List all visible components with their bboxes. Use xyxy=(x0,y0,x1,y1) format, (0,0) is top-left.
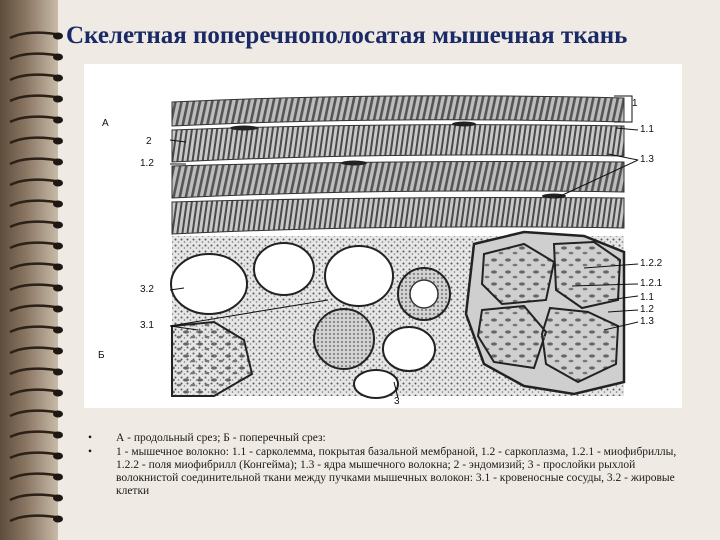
label-1-2-2: 1.2.2 xyxy=(640,258,663,269)
label-1-1-right: 1.1 xyxy=(640,292,654,303)
histology-figure xyxy=(84,64,682,408)
caption-line-1: А - продольный срез; Б - поперечный срез: xyxy=(116,432,326,444)
blood-vessel-lumen xyxy=(410,280,438,308)
fat-cell xyxy=(254,243,314,295)
binding-ring xyxy=(8,301,64,311)
label-1-2-right: 1.2 xyxy=(640,304,654,315)
label-1-2-1: 1.2.1 xyxy=(640,278,663,289)
binding-ring xyxy=(8,70,64,80)
label-2-left: 2 xyxy=(146,136,152,147)
muscle-fiber xyxy=(172,198,624,235)
longitudinal-section xyxy=(172,96,624,234)
binding-ring xyxy=(8,259,64,269)
binding-ring xyxy=(8,280,64,290)
label-1-1-top: 1.1 xyxy=(640,124,654,135)
fat-cell xyxy=(325,246,393,306)
binding-ring xyxy=(8,364,64,374)
label-3-1: 3.1 xyxy=(140,320,154,331)
binding-ring xyxy=(8,448,64,458)
binding-ring xyxy=(8,238,64,248)
blood-vessel xyxy=(314,309,374,369)
label-1-3-top: 1.3 xyxy=(640,154,654,165)
caption-item xyxy=(88,446,678,498)
binding-ring xyxy=(8,28,64,38)
slide-title: Скелетная поперечнополосатая мышечная ткань xyxy=(66,22,628,49)
fiber-nucleus xyxy=(341,161,367,166)
binding-ring xyxy=(8,133,64,143)
muscle-fiber xyxy=(172,96,624,126)
label-3: 3 xyxy=(394,396,400,407)
fiber-nucleus xyxy=(452,122,476,127)
muscle-fiber xyxy=(172,162,624,199)
bullet: • xyxy=(88,432,93,444)
label-b: Б xyxy=(98,350,105,361)
binding-ring xyxy=(8,217,64,227)
caption-line-2: 1 - мышечное волокно: 1.1 - сарколемма, покрытая базальной мембраной, 1.2 - саркоплазма, 1.2.1 - миофибриллы, 1.2.2 - поля миофибрилл (Конгейма); 1.3 - ядра мышечного волокна; 2 - эндомизий; 3 - прослойки рыхлой волокнистой соединительной ткани между пучками мышечных волокон: 3.1 - кровеносные сосуды, 3.2 - жировые клетки xyxy=(116,446,677,497)
caption-item xyxy=(88,432,678,445)
binding-ring xyxy=(8,511,64,521)
label-1: 1 xyxy=(632,98,638,109)
binding-ring xyxy=(8,91,64,101)
fiber-nucleus xyxy=(230,126,258,131)
binding-ring xyxy=(8,406,64,416)
bullet: • xyxy=(88,446,93,458)
binding-ring xyxy=(8,427,64,437)
binding-ring xyxy=(8,175,64,185)
binding-ring xyxy=(8,469,64,479)
binding-ring xyxy=(8,385,64,395)
fat-cell xyxy=(354,370,398,398)
binding-ring xyxy=(8,112,64,122)
binding-ring xyxy=(8,322,64,332)
binding-ring xyxy=(8,154,64,164)
label-1-3-right: 1.3 xyxy=(640,316,654,327)
figure-caption xyxy=(88,432,678,499)
label-a: А xyxy=(102,118,109,129)
muscle-tissue-drawing xyxy=(84,64,682,408)
fat-cell xyxy=(171,254,247,314)
label-3-2: 3.2 xyxy=(140,284,154,295)
fiber-nucleus xyxy=(542,194,566,199)
binding-ring xyxy=(8,490,64,500)
binding-ring xyxy=(8,196,64,206)
fat-cell xyxy=(383,327,435,371)
label-1-2-left: 1.2 xyxy=(140,158,154,169)
binding-ring xyxy=(8,343,64,353)
binding-ring xyxy=(8,49,64,59)
